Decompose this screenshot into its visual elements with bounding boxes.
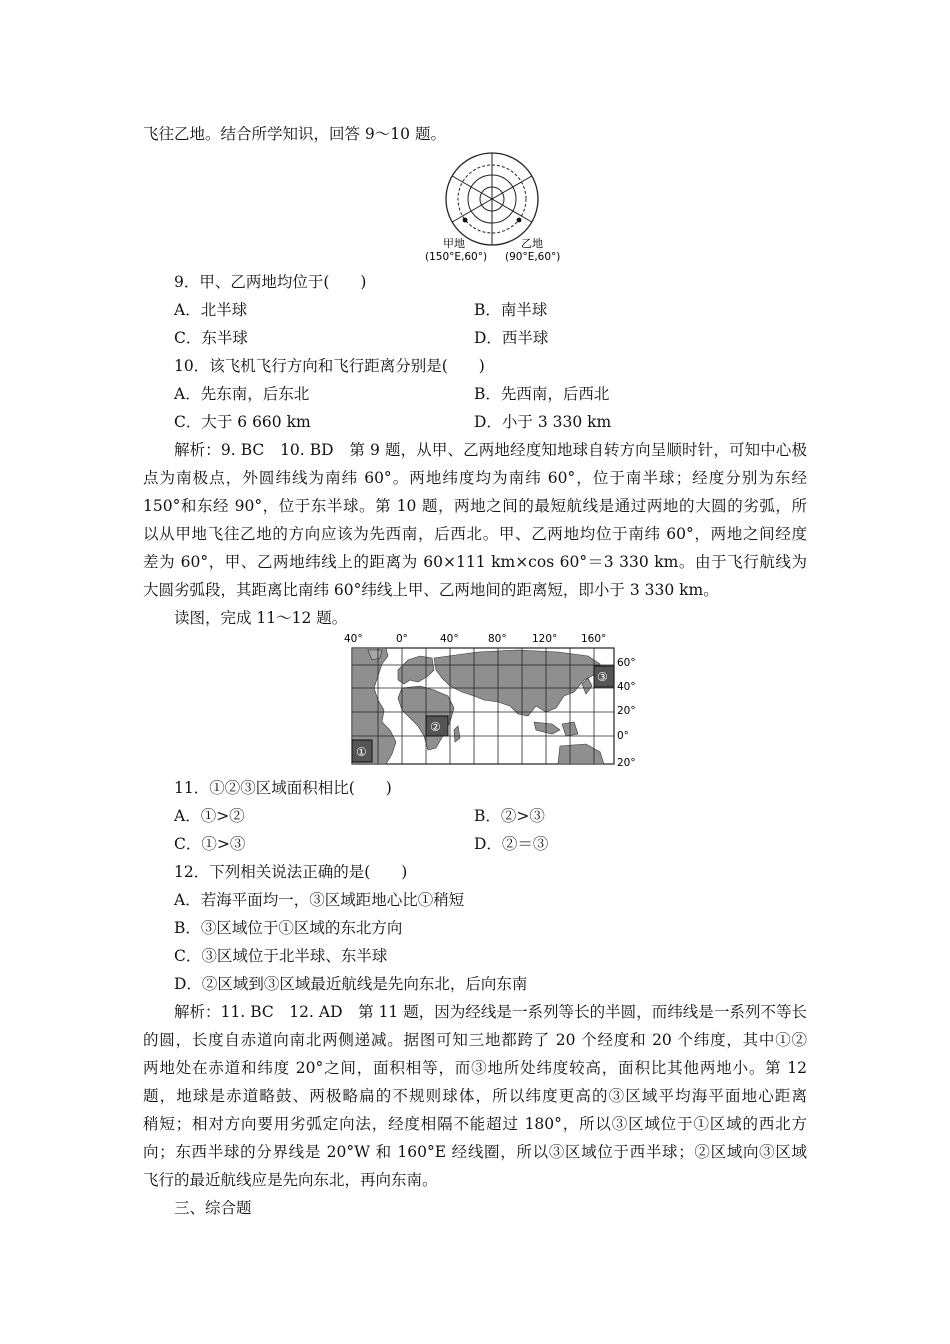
region-3-label: ③ <box>597 670 608 684</box>
section-heading: 三、综合题 <box>174 1199 252 1217</box>
q12-option-c: C．③区域位于北半球、东半球 <box>174 947 388 965</box>
lon-label-40e: 40° <box>440 633 459 645</box>
q11-option-c: C．①>③ <box>174 835 246 853</box>
label-yi: 乙地 <box>521 237 543 250</box>
analysis1-line-6: 大圆劣弧段，其距离比南纬 60°纬线上甲、乙两地间的距离短，即小于 3 330 km。 <box>143 581 719 599</box>
lon-label-0: 0° <box>396 633 408 645</box>
q10-option-b: B．先西南，后西北 <box>474 385 610 403</box>
lon-label-80e: 80° <box>488 633 507 645</box>
polar-projection-figure <box>425 148 595 266</box>
lat-label-40n: 40° <box>617 681 636 693</box>
q10-option-a: A．先东南，后东北 <box>174 385 310 403</box>
lon-label-160e: 160° <box>581 633 607 645</box>
region-1-label: ① <box>356 745 367 759</box>
q10-option-d: D．小于 3 330 km <box>474 413 612 431</box>
q11-option-d: D．②＝③ <box>474 835 549 853</box>
q9-option-c: C．东半球 <box>174 329 248 347</box>
analysis2-line-2: 的圆，长度自赤道向南北两侧递减。据图可知三地都跨了 20 个经度和 20 个纬度，其中①② <box>143 1031 807 1049</box>
lat-label-20s: 20° <box>617 757 636 769</box>
analysis2-line-7: 飞行的最近航线应是先向东北，再向东南。 <box>143 1171 438 1189</box>
lat-label-20n: 20° <box>617 705 636 717</box>
analysis2-line-1: 解析：11. BC 12. AD 第 11 题，因为经线是一系列等长的半圆，而纬线是一系列不等长 <box>174 1003 807 1021</box>
q9-option-d: D．西半球 <box>474 329 549 347</box>
point-yi <box>517 218 522 223</box>
q10-option-c: C．大于 6 660 km <box>174 413 311 431</box>
q12-option-d: D．②区域到③区域最近航线是先向东北，后向东南 <box>174 975 528 993</box>
q9-stem: 9．甲、乙两地均位于( ) <box>174 273 367 291</box>
coord-jia: (150°E,60°) <box>425 251 488 263</box>
analysis2-line-4: 题，地球是赤道略鼓、两极略扁的不规则球体，所以纬度更高的③区域平均海平面地心距离 <box>143 1087 807 1105</box>
intro-line: 飞往乙地。结合所学知识，回答 9～10 题。 <box>143 125 446 143</box>
q9-option-a: A．北半球 <box>174 301 248 319</box>
q12-option-a: A．若海平面均一，③区域距地心比①稍短 <box>174 891 465 909</box>
q12-option-b: B．③区域位于①区域的东北方向 <box>174 919 403 937</box>
q9-option-b: B．南半球 <box>474 301 548 319</box>
analysis2-line-5: 稍短；相对方向要用劣弧定向法，经度相隔不能超过 180°，所以③区域位于①区域的西北方 <box>143 1115 807 1133</box>
analysis1-line-5: 差为 60°，甲、乙两地纬线上的距离为 60×111 km×cos 60°＝3 330 km。由于飞行航线为 <box>143 553 807 571</box>
lat-label-0: 0° <box>617 730 629 742</box>
q11-option-a: A．①>② <box>174 807 245 825</box>
lon-label-120e: 120° <box>532 633 558 645</box>
lon-label-40w: 40° <box>344 633 363 645</box>
coord-yi: (90°E,60°) <box>505 251 561 263</box>
analysis1-line-4: 以从甲地飞往乙地的方向应该为先西南，后西北。甲、乙两地均位于南纬 60°，两地之间经度 <box>143 525 807 543</box>
analysis2-line-6: 向；东西半球的分界线是 20°W 和 160°E 经线圈，所以③区域位于西半球；②区域向③区域 <box>143 1143 807 1161</box>
q11-stem: 11．①②③区域面积相比( ) <box>174 779 392 797</box>
analysis1-line-1: 解析：9. BC 10. BD 第 9 题，从甲、乙两地经度知地球自转方向呈顺时针，可知中心极 <box>174 441 807 459</box>
q11-option-b: B．②>③ <box>474 807 545 825</box>
meridian-lines <box>452 153 532 245</box>
lat-label-60n: 60° <box>617 657 636 669</box>
q12-stem: 12．下列相关说法正确的是( ) <box>174 863 408 881</box>
q10-stem: 10．该飞机飞行方向和飞行距离分别是( ) <box>174 357 485 375</box>
label-jia: 甲地 <box>443 237 465 250</box>
analysis1-line-2: 点为南极点，外圆纬线为南纬 60°。两地纬度均为南纬 60°，位于南半球；经度分别为东经 <box>143 469 807 487</box>
analysis1-line-3: 150°和东经 90°，位于东半球。第 10 题，两地之间的最短航线是通过两地的大圆的劣弧，所 <box>143 497 807 515</box>
read-map-instruction: 读图，完成 11～12 题。 <box>174 609 348 627</box>
region-2-label: ② <box>430 720 441 734</box>
world-grid-map <box>338 630 648 770</box>
analysis2-line-3: 两地处在赤道和纬度 20°之间，面积相等，而③地所处纬度较高，面积比其他两地小。第 12 <box>143 1059 807 1077</box>
point-jia <box>463 218 468 223</box>
